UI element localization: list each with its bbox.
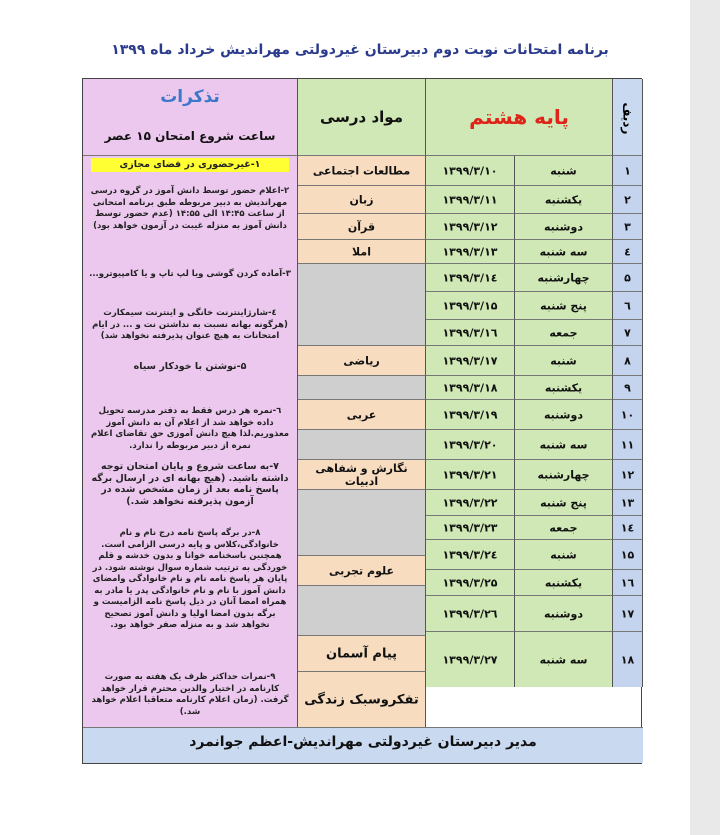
row-date: ۱۳۹۹/۳/۲٤ <box>442 548 498 561</box>
row-date-cell <box>426 539 515 569</box>
row-date-cell <box>426 213 515 239</box>
row-number: ۱۵ <box>620 548 635 561</box>
row-date: ۱۳۹۹/۳/۱۰ <box>442 164 498 177</box>
row-day: شنبه <box>550 354 577 367</box>
row-day-cell <box>515 155 613 185</box>
row-date-cell <box>426 345 515 375</box>
row-number: ۸ <box>624 354 631 367</box>
subject-name: تفکروسبک زندگی <box>304 692 419 707</box>
row-number-cell <box>613 263 643 291</box>
row-number-cell <box>613 239 643 263</box>
note-item: ٦-نمره هر درس فقط به دفتر مدرسه تحویل داده خواهد شد از اعلام آن به دانش آموز معذوریم.لذا هیچ دانش آموزی حق تقاضای اعلام نمره از دبیر مربوطه را ندارد. <box>90 406 290 451</box>
note-item: ۷-به ساعت شروع و پایان امتحان توجه داشته باشید. (هیچ بهانه ای در ارسال برگه پاسخ نامه بعد از زمان مشخص شده در آزمون پذیرفته نخواهد شد.) <box>91 461 289 507</box>
row-day-cell <box>515 399 613 429</box>
row-date-cell <box>426 375 515 399</box>
row-date: ۱۳۹۹/۳/۱۵ <box>442 299 498 312</box>
row-day-cell <box>515 185 613 213</box>
empty-subject-cell <box>298 429 426 459</box>
row-date-cell <box>426 489 515 515</box>
empty-subject-cell <box>298 375 426 399</box>
row-number-cell <box>613 291 643 319</box>
empty-subject-cell <box>298 585 426 635</box>
row-date: ۱۳۹۹/۳/۱۹ <box>442 408 498 421</box>
row-date: ۱۳۹۹/۳/۲۲ <box>442 496 498 509</box>
row-number-cell <box>613 345 643 375</box>
row-day: پنج شنبه <box>540 496 587 509</box>
row-day-cell <box>515 429 613 459</box>
row-day: پنج شنبه <box>540 299 587 312</box>
footer-row <box>83 727 643 763</box>
row-number-cell <box>613 375 643 399</box>
row-number-cell <box>613 569 643 595</box>
header-row-number-label: ردیف <box>620 102 635 135</box>
page-margin <box>690 0 720 835</box>
row-date-cell <box>426 263 515 291</box>
row-day: یکشنبه <box>544 381 583 394</box>
note-item: ۵-نوشتن با خودکار سیاه <box>133 361 247 372</box>
row-number: ۵ <box>624 271 631 284</box>
header-row-number <box>613 79 643 155</box>
row-day-cell <box>515 319 613 345</box>
row-number: ۱۸ <box>620 653 635 666</box>
row-day-cell <box>515 489 613 515</box>
note-item: ٤-شارژاینترنت خانگی و اینترنت سیمکارت (هرگونه بهانه نسبت به نداشتن نت و ... در ایام امتحانات به هیچ عنوان پذیرفته نخواهد شد) <box>92 308 288 341</box>
subject-name: نگارش و شفاهی ادبیات <box>315 461 408 488</box>
subject-name: قرآن <box>347 220 376 233</box>
subject-cell <box>298 635 426 671</box>
row-day: سه شنبه <box>539 438 588 451</box>
subject-cell <box>298 185 426 213</box>
empty-subject-cell <box>298 489 426 555</box>
subject-cell <box>298 213 426 239</box>
row-day: جمعه <box>549 326 578 339</box>
exam-schedule-table <box>82 78 642 764</box>
row-date: ۱۳۹۹/۳/۲۱ <box>442 468 498 481</box>
subject-cell <box>298 671 426 727</box>
row-day-cell <box>515 263 613 291</box>
row-day: یکشنبه <box>544 576 583 589</box>
subject-cell <box>298 459 426 489</box>
row-number: ۳ <box>624 220 631 233</box>
row-date-cell <box>426 239 515 263</box>
page-title: برنامه امتحانات نوبت دوم دبیرستان غیردولتی مهراندیش خرداد ماه ۱۳۹۹ <box>111 42 609 58</box>
notes-title: تذکرات <box>160 87 220 107</box>
row-date-cell <box>426 569 515 595</box>
empty-subject-cell <box>298 263 426 345</box>
row-number-cell <box>613 515 643 539</box>
row-date-cell <box>426 631 515 687</box>
header-subjects <box>298 79 426 155</box>
row-number: ۱۳ <box>620 496 635 509</box>
row-date: ۱۳۹۹/۳/۱۷ <box>442 354 498 367</box>
row-day: جمعه <box>549 521 578 534</box>
row-date-cell <box>426 185 515 213</box>
row-number-cell <box>613 399 643 429</box>
subject-name: ریاضی <box>343 354 380 367</box>
row-date: ۱۳۹۹/۳/۲۳ <box>442 521 498 534</box>
subject-name: زبان <box>349 193 374 206</box>
row-date: ۱۳۹۹/۳/۲۵ <box>442 576 498 589</box>
row-day-cell <box>515 539 613 569</box>
row-date-cell <box>426 155 515 185</box>
row-day-cell <box>515 515 613 539</box>
row-day: یکشنبه <box>544 193 583 206</box>
subject-cell <box>298 345 426 375</box>
row-number: ۱٦ <box>620 576 635 589</box>
row-number-cell <box>613 631 643 687</box>
note-item: ۸-در برگه پاسخ نامه درج نام و نام خانوادگی،کلاس و پایه درسی الزامی است. همچنین باسخنامه خوانا و بدون خدشه و قلم خوردگی به ترتیب شماره سوال نوشته شود. در پایان هر پاسخ نامه نام و نام خانوادگی وامضای دانش آموز با نام و نام خانوادگی پدر یا مادر به همراه امضا آنان در ذیل پاسخ نامه الزامیست و برگه بدون امضا اولیا و دانش آموز تصحیح نخواهد شد و به منزله صفر خواهد بود. <box>92 528 288 630</box>
note-item: ۳-آماده کردن گوشی ویا لپ تاپ و یا کامپیوترو... <box>89 269 291 279</box>
row-day: شنبه <box>550 164 577 177</box>
row-number-cell <box>613 459 643 489</box>
subject-name: پیام آسمان <box>325 646 398 661</box>
subject-cell <box>298 239 426 263</box>
note-item: ۲-اعلام حضور توسط دانش آموز در گروه درسی مهراندیش به دبیر مربوطه طبق برنامه امتحانی از ساعت ۱۴:۴۵ الی ۱۴:۵۵ (عدم حضور توسط دانش آموز به منزله غیبت در آزمون خواهد بود) <box>90 186 290 231</box>
header-subjects-label: مواد درسی <box>319 108 403 126</box>
row-date-cell <box>426 515 515 539</box>
row-day: شنبه <box>550 548 577 561</box>
row-number-cell <box>613 185 643 213</box>
row-day-cell <box>515 595 613 631</box>
row-day: سه شنبه <box>539 245 588 258</box>
row-number: ۲ <box>624 193 631 206</box>
row-day-cell <box>515 459 613 489</box>
row-number-cell <box>613 489 643 515</box>
row-day-cell <box>515 291 613 319</box>
row-number-cell <box>613 213 643 239</box>
row-number: ۱۲ <box>620 468 635 481</box>
principal-signature-line: مدیر دبیرستان غیردولتی مهراندیش-اعظم جوانمرد <box>83 728 643 763</box>
row-date: ۱۳۹۹/۳/۱۳ <box>442 245 498 258</box>
row-day-cell <box>515 239 613 263</box>
note-item: ۹-نمرات حداکثر ظرف یک هفته به صورت کارنامه در اختیار والدین محترم قرار خواهد گرفت. (زمان اعلام کارنامه متعاقبا اعلام خواهد شد.) <box>91 672 289 717</box>
row-day: سه شنبه <box>539 653 588 666</box>
header-notes <box>83 79 298 155</box>
subject-name: عربی <box>346 408 377 421</box>
subject-cell <box>298 555 426 585</box>
row-number: ۱۰ <box>620 408 635 421</box>
row-date: ۱۳۹۹/۳/۲٦ <box>442 607 498 620</box>
header-grade <box>426 79 613 155</box>
row-date-cell <box>426 319 515 345</box>
row-day: چهارشنبه <box>537 271 590 284</box>
row-day: دوشنبه <box>544 607 583 620</box>
row-number: ٦ <box>624 299 631 312</box>
row-number-cell <box>613 539 643 569</box>
row-date: ۱۳۹۹/۳/۱۲ <box>442 220 498 233</box>
row-day-cell <box>515 569 613 595</box>
row-day: دوشنبه <box>544 220 583 233</box>
subject-name: مطالعات اجتماعی <box>312 164 411 177</box>
row-day-cell <box>515 631 613 687</box>
subject-name: علوم تجربی <box>329 564 394 577</box>
row-date: ۱۳۹۹/۳/۱۸ <box>442 381 498 394</box>
row-number: ۱۱ <box>620 438 635 451</box>
row-date-cell <box>426 399 515 429</box>
subject-name: املا <box>352 245 371 258</box>
row-date: ۱۳۹۹/۳/۲۷ <box>442 653 498 666</box>
row-number: ٤ <box>624 245 631 258</box>
row-number: ۷ <box>624 326 631 339</box>
row-date-cell <box>426 291 515 319</box>
row-date-cell <box>426 429 515 459</box>
subject-cell <box>298 399 426 429</box>
row-day-cell <box>515 345 613 375</box>
row-day: چهارشنبه <box>537 468 590 481</box>
row-number: ۹ <box>624 381 631 394</box>
row-day-cell <box>515 375 613 399</box>
row-date: ۱۳۹۹/۳/۱٦ <box>442 326 498 339</box>
row-number: ۱٤ <box>620 521 635 534</box>
row-number: ۱ <box>624 164 631 177</box>
row-number-cell <box>613 155 643 185</box>
notes-panel <box>83 155 298 727</box>
row-date-cell <box>426 459 515 489</box>
row-date-cell <box>426 595 515 631</box>
row-day-cell <box>515 213 613 239</box>
row-number-cell <box>613 595 643 631</box>
row-date: ۱۳۹۹/۳/۱۱ <box>442 193 498 206</box>
row-day: دوشنبه <box>544 408 583 421</box>
row-number: ۱۷ <box>620 607 635 620</box>
note-item: ۱-غیرحضوری در فضای مجازی <box>91 158 289 172</box>
row-date: ۱۳۹۹/۳/۲۰ <box>442 438 498 451</box>
notes-start-time: ساعت شروع امتحان ۱۵ عصر <box>104 129 276 143</box>
row-number-cell <box>613 429 643 459</box>
row-number-cell <box>613 319 643 345</box>
header-grade-label: پایه هشتم <box>469 105 569 129</box>
subject-cell <box>298 155 426 185</box>
row-date: ۱۳۹۹/۳/۱٤ <box>442 271 498 284</box>
